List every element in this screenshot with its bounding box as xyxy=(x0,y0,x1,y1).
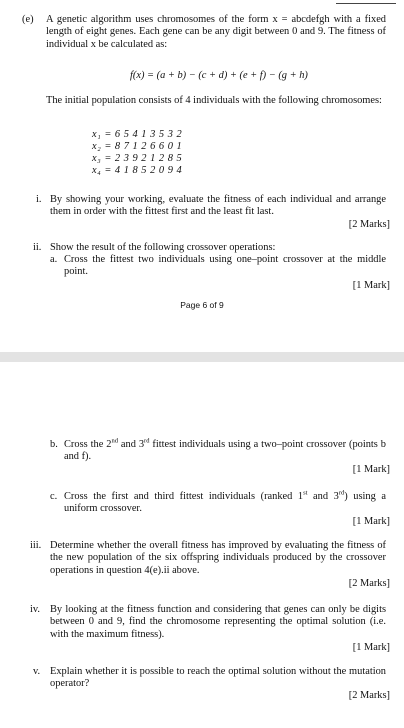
question-iii-text: Determine whether the overall fitness has improved by evaluating the fitness of the new population of the six offspring individuals produced by the crossover operations in question 4(e).ii above. xyxy=(50,540,386,576)
top-marks-fragment xyxy=(336,0,396,4)
question-ii-c-text: Cross the first and third fittest individuals (ranked 1st and 3rd) using a uniform crossover. xyxy=(64,489,386,515)
question-iii-marks: [2 Marks] xyxy=(348,578,390,589)
chromosome-x3: x₃ = 2 3 9 2 1 2 8 5 xyxy=(92,153,183,164)
question-iii-number: iii. xyxy=(30,540,42,551)
question-ii-c-marks: [1 Mark] xyxy=(352,516,390,527)
chromosome-x2: x₂ = 8 7 1 2 6 6 0 1 xyxy=(92,141,183,152)
question-ii-number: ii. xyxy=(33,242,42,253)
question-v-text: Explain whether it is possible to reach the optimal solution without the mutation operator? xyxy=(50,666,386,690)
question-ii-text: Show the result of the following crossover operations: xyxy=(50,242,276,253)
exam-page-6 xyxy=(0,0,404,352)
part-e-intro: A genetic algorithm uses chromosomes of the form x = abcdefgh with a fixed length of eight genes. Each gene can be any digit between 0 and 9. The fitness of individual x be calculated as: xyxy=(46,14,386,50)
question-ii-a-number: a. xyxy=(50,254,58,265)
exam-page-7 xyxy=(0,362,404,728)
question-iv-text: By looking at the fitness function and considering that genes can only be digits between 0 and 9, find the chromosome representing the optimal solution (i.e. with the maximum fitness). xyxy=(50,604,386,640)
question-ii-c-number: c. xyxy=(50,491,58,502)
question-ii-a-marks: [1 Mark] xyxy=(352,280,390,291)
question-v-marks: [2 Marks] xyxy=(348,690,390,701)
question-i-text: By showing your working, evaluate the fitness of each individual and arrange them in order with the fittest first and the least fit last. xyxy=(50,194,386,218)
question-v-number: v. xyxy=(33,666,41,677)
page-separator xyxy=(0,352,404,362)
question-ii-b-number: b. xyxy=(50,439,58,450)
population-text: The initial population consists of 4 individuals with the following chromosomes: xyxy=(46,95,382,106)
part-e-label: (e) xyxy=(22,14,34,25)
question-i-number: i. xyxy=(36,194,42,205)
question-ii-b-text: Cross the 2nd and 3rd fittest individuals using a two–point crossover (points b and f). xyxy=(64,437,386,463)
question-ii-b-marks: [1 Mark] xyxy=(352,464,390,475)
page-number: Page 6 of 9 xyxy=(180,300,224,310)
chromosome-x1: x₁ = 6 5 4 1 3 5 3 2 xyxy=(92,129,183,140)
question-ii-a-text: Cross the fittest two individuals using one–point crossover at the middle point. xyxy=(64,254,386,278)
fitness-formula: f(x) = (a + b) − (c + d) + (e + f) − (g + h) xyxy=(130,70,308,81)
chromosome-x4: x₄ = 4 1 8 5 2 0 9 4 xyxy=(92,165,183,176)
question-i-marks: [2 Marks] xyxy=(348,219,390,230)
question-iv-number: iv. xyxy=(30,604,41,615)
question-iv-marks: [1 Mark] xyxy=(352,642,390,653)
